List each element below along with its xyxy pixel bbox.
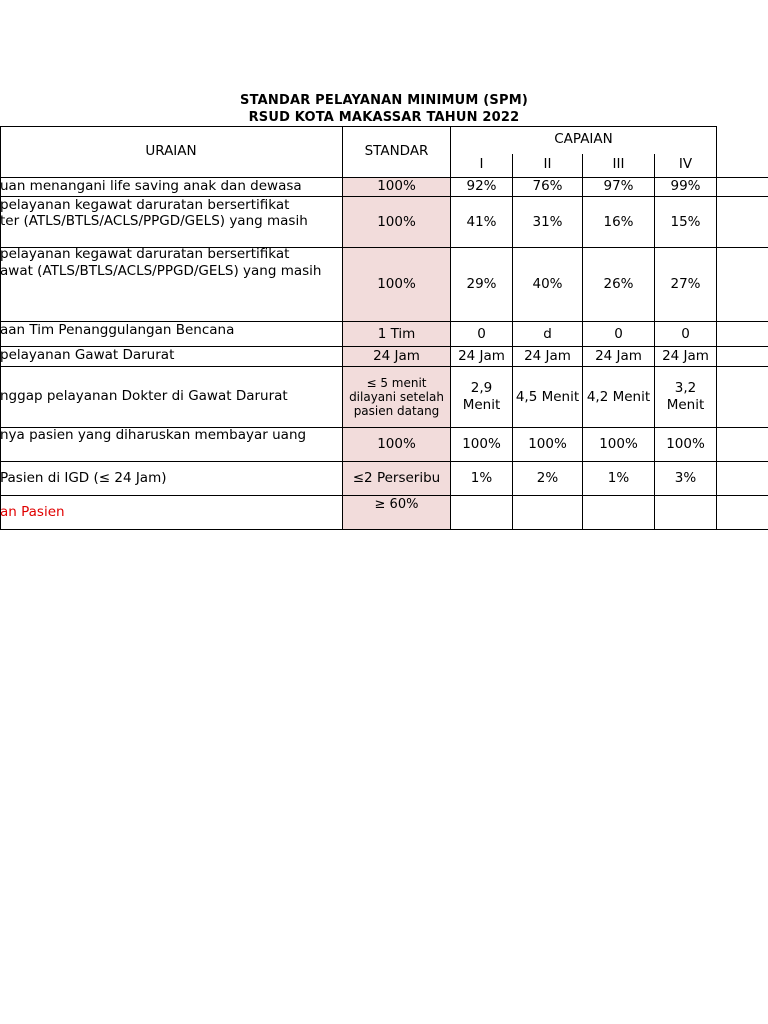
row-3-standar: 100% <box>377 276 416 292</box>
row-5-q4: 24 Jam <box>662 348 709 364</box>
row-4-standar: 1 Tim <box>377 325 416 342</box>
row-1-q1: 92% <box>466 178 497 194</box>
row-5-q1: 24 Jam <box>458 348 505 364</box>
row-1-q3: 97% <box>603 178 634 194</box>
row-7-standar: 100% <box>377 436 416 452</box>
row-6-standar: ≤ 5 menit dilayani setelah pasien datang <box>349 376 444 418</box>
row-6-q2: 4,5 Menit <box>515 388 580 405</box>
row-4-q4: 0 <box>681 325 690 342</box>
row-6-q4: 3,2 Menit <box>666 380 705 413</box>
row-3-uraian-line2: awat (ATLS/BTLS/ACLS/PPGD/GELS) yang masih <box>0 263 322 279</box>
row-2-uraian-line2: ter (ATLS/BTLS/ACLS/PPGD/GELS) yang masih <box>0 213 308 229</box>
row-8-q4: 3% <box>674 470 697 486</box>
row-2-standar: 100% <box>377 213 416 230</box>
row-8-standar: ≤2 Perseribu <box>352 470 441 486</box>
row-8-q3: 1% <box>607 470 630 486</box>
row-6-uraian: nggap pelayanan Dokter di Gawat Darurat <box>0 388 288 404</box>
row-2-q3: 16% <box>603 213 634 230</box>
row-6-q3: 4,2 Menit <box>586 388 651 405</box>
row-3-uraian-line1: pelayanan kegawat daruratan bersertifikat <box>0 246 290 262</box>
page-title-line2: RSUD KOTA MAKASSAR TAHUN 2022 <box>248 110 520 125</box>
row-9-q1 <box>451 496 512 529</box>
row-4-uraian: aan Tim Penanggulangan Bencana <box>0 322 235 338</box>
header-uraian: URAIAN <box>145 143 197 159</box>
row-6-q1: 2,9 Menit <box>462 380 501 413</box>
row-8-q1: 1% <box>470 470 493 486</box>
row-4-q3: 0 <box>614 325 623 342</box>
row-3-q1: 29% <box>466 276 497 292</box>
row-4-q2: d <box>543 325 552 342</box>
row-5-standar: 24 Jam <box>373 348 420 364</box>
row-3-q2: 40% <box>532 276 563 292</box>
row-1-q4: 99% <box>670 178 701 194</box>
row-7-q3: 100% <box>599 436 638 452</box>
grid-line <box>0 126 717 127</box>
row-2-uraian-line1: pelayanan kegawat daruratan bersertifikat <box>0 197 290 213</box>
row-9-q4 <box>655 496 716 529</box>
row-9-standar: ≥ 60% <box>374 497 419 512</box>
row-9-q3 <box>583 496 654 529</box>
row-8-q2: 2% <box>536 470 559 486</box>
row-1-uraian: uan menangani life saving anak dan dewasa <box>0 178 302 194</box>
row-1-standar: 100% <box>377 178 416 194</box>
row-5-q2: 24 Jam <box>524 348 571 364</box>
row-1-q2: 76% <box>532 178 563 194</box>
page-title-line1: STANDAR PELAYANAN MINIMUM (SPM) <box>240 93 528 108</box>
row-2-q4: 15% <box>670 213 701 230</box>
row-3-q3: 26% <box>603 276 634 292</box>
row-9-q2 <box>513 496 582 529</box>
header-quarter-3: III <box>612 156 625 172</box>
row-7-q2: 100% <box>528 436 567 452</box>
row-7-q4: 100% <box>666 436 705 452</box>
row-8-uraian: Pasien di IGD (≤ 24 Jam) <box>0 470 167 486</box>
grid-line <box>716 126 717 530</box>
row-9-uraian: an Pasien <box>0 504 65 520</box>
row-7-uraian: nya pasien yang diharuskan membayar uang <box>0 427 307 443</box>
row-2-q2: 31% <box>532 213 563 230</box>
row-5-uraian: pelayanan Gawat Darurat <box>0 347 175 363</box>
header-capaian: CAPAIAN <box>554 131 613 147</box>
row-3-q4: 27% <box>670 276 701 292</box>
row-4-q1: 0 <box>477 325 486 342</box>
row-2-q1: 41% <box>466 213 497 230</box>
header-standar: STANDAR <box>364 143 429 159</box>
header-quarter-4: IV <box>678 156 693 172</box>
row-5-q3: 24 Jam <box>595 348 642 364</box>
header-quarter-1: I <box>479 156 484 172</box>
header-quarter-2: II <box>543 156 552 172</box>
row-7-q1: 100% <box>462 436 501 452</box>
grid-line <box>0 529 768 530</box>
